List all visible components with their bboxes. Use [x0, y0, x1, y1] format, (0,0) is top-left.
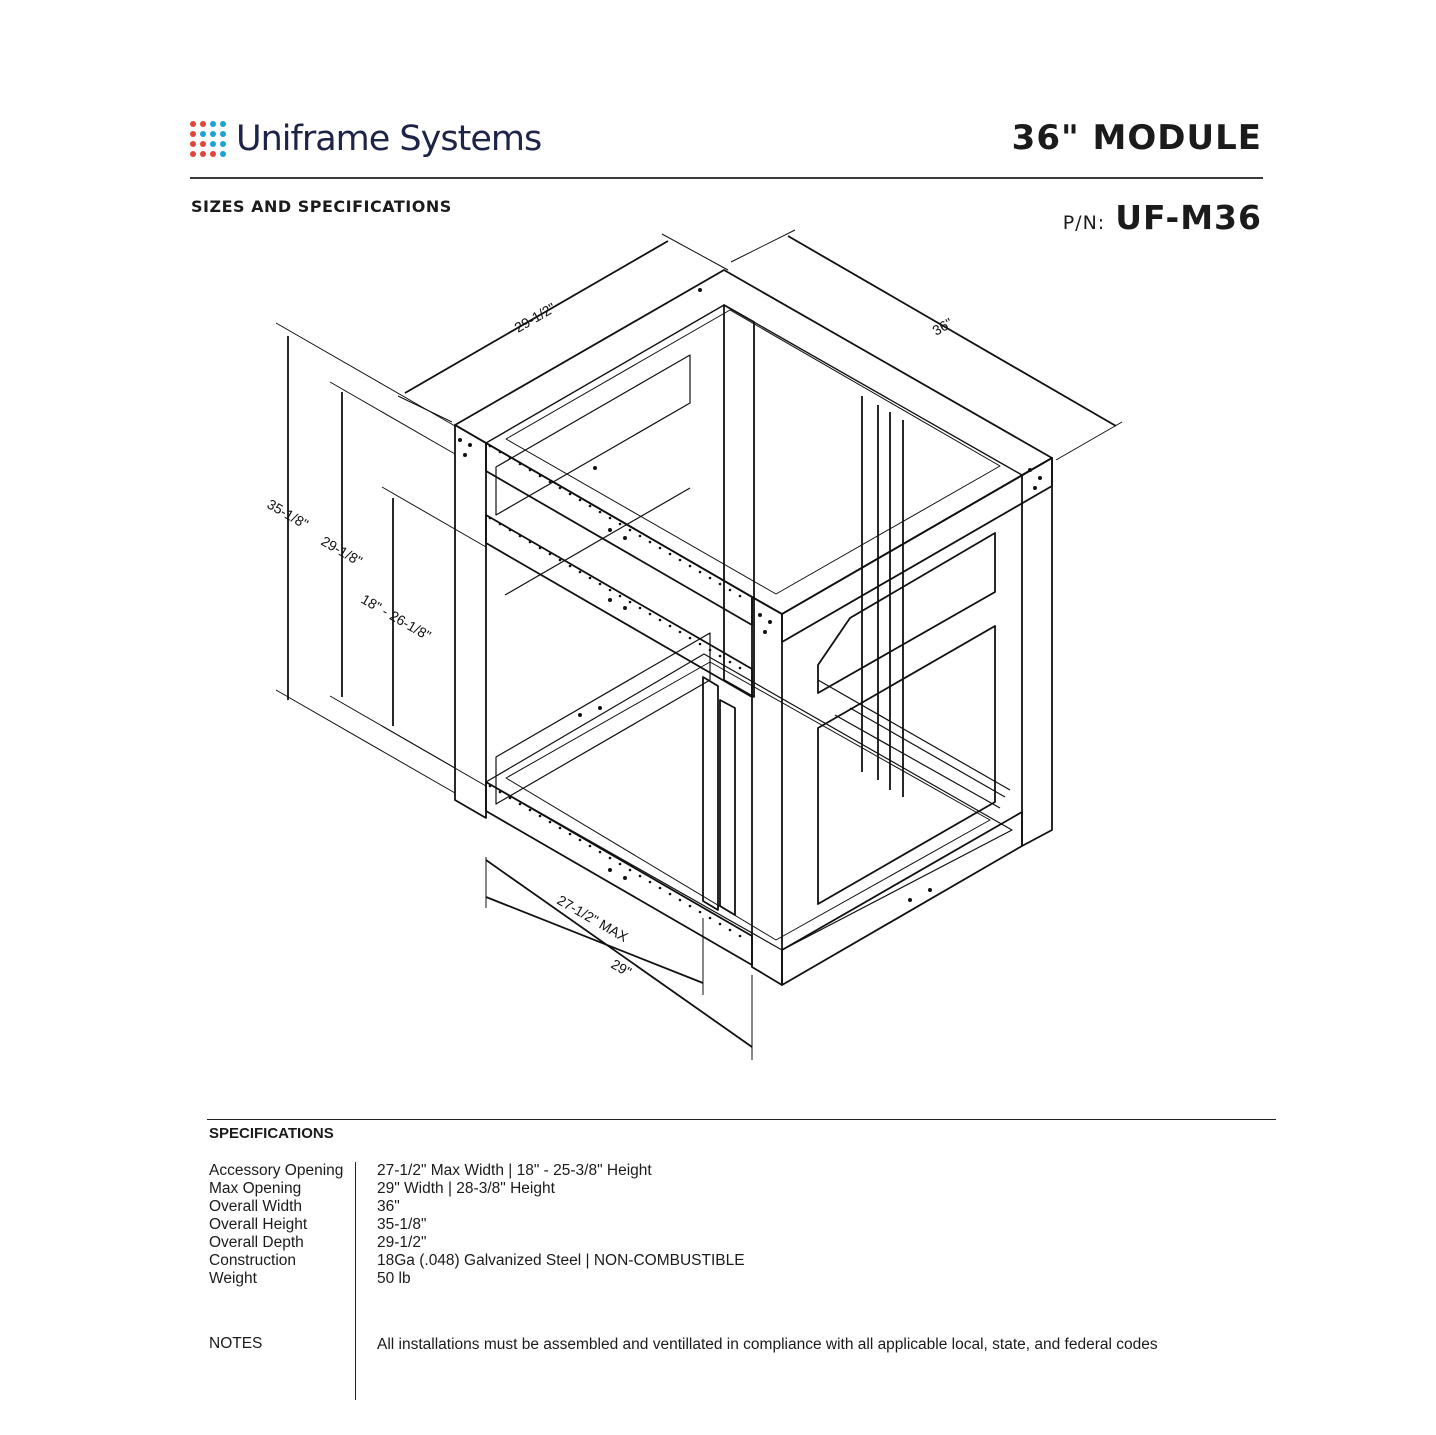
dim-accessory-width: 27-1/2" MAX	[554, 891, 631, 946]
spec-values	[377, 1162, 745, 1288]
notes-text: All installations must be assembled and ventillated in compliance with all applicable local, state, and federal codes	[377, 1336, 1158, 1353]
dim-overall-height: 35-1/8"	[264, 495, 312, 532]
dim-overall-depth: 29-1/2"	[511, 299, 559, 336]
spec-label: Weight	[209, 1270, 257, 1287]
dim-inner-height: 29-1/8"	[318, 532, 366, 569]
dim-overall-width: 36"	[929, 314, 956, 339]
spec-label: Construction	[209, 1252, 297, 1269]
spec-value: 35-1/8"	[377, 1216, 427, 1233]
part-number-value: UF-M36	[1115, 198, 1262, 237]
dim-accessory-height: 18" - 26-1/8"	[358, 590, 434, 644]
spec-value: 50 lb	[377, 1270, 411, 1287]
brand-name: Uniframe Systems	[236, 119, 542, 159]
part-number-label: P/N:	[1062, 212, 1106, 234]
spec-label: Overall Height	[209, 1216, 308, 1233]
notes-label: NOTES	[209, 1335, 263, 1352]
module-title: 36" MODULE	[1011, 118, 1262, 158]
spec-label: Accessory Opening	[209, 1162, 344, 1179]
spec-value: 36"	[377, 1198, 400, 1215]
specifications-column-divider	[355, 1162, 356, 1400]
spec-labels	[209, 1162, 343, 1288]
spec-value: 27-1/2" Max Width | 18" - 25-3/8" Height	[377, 1162, 652, 1179]
spec-value: 29" Width | 28-3/8" Height	[377, 1180, 555, 1197]
section-subtitle: SIZES AND SPECIFICATIONS	[191, 197, 452, 216]
specifications-heading: SPECIFICATIONS	[209, 1125, 334, 1142]
spec-label: Overall Depth	[209, 1234, 304, 1251]
spec-value: 18Ga (.048) Galvanized Steel | NON-COMBUSTIBLE	[377, 1252, 745, 1269]
spec-label: Overall Width	[209, 1198, 303, 1215]
spec-label: Max Opening	[209, 1180, 302, 1197]
dim-opening-width: 29"	[608, 955, 635, 980]
specifications-divider	[207, 1119, 1276, 1120]
spec-value: 29-1/2"	[377, 1234, 427, 1251]
